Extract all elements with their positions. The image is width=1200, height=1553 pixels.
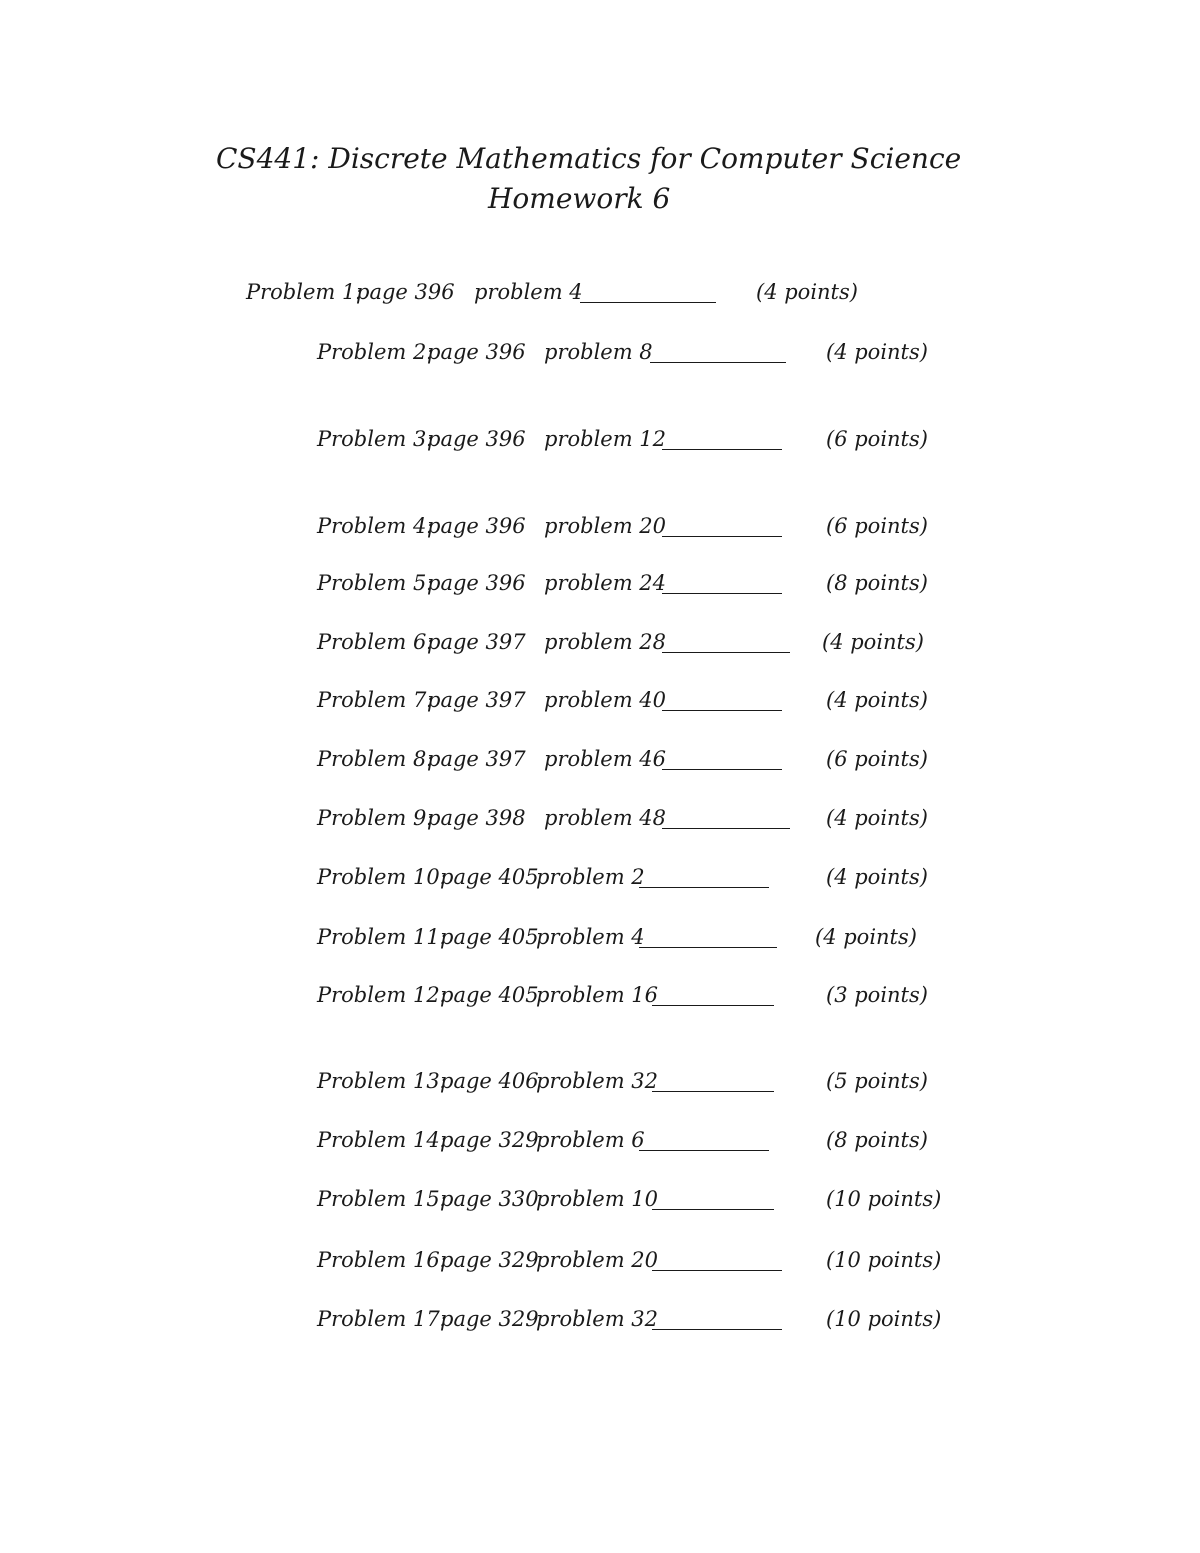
answer-blank	[639, 1150, 769, 1151]
answer-blank	[652, 1329, 782, 1330]
problem-ref: problem 32	[536, 1069, 659, 1093]
problem-label: Problem 16:	[317, 1248, 447, 1272]
problem-label: Problem 7:	[317, 688, 434, 712]
problem-ref: problem 20	[544, 514, 667, 538]
problem-label: Problem 4:	[317, 514, 434, 538]
points: (4 points)	[822, 630, 924, 654]
page-ref: page 329	[440, 1128, 539, 1152]
problem-label: Problem 5:	[317, 571, 434, 595]
answer-blank	[580, 302, 716, 303]
points: (6 points)	[826, 747, 928, 771]
answer-blank	[662, 449, 782, 450]
page-ref: page 405	[440, 983, 539, 1007]
points: (6 points)	[826, 514, 928, 538]
problem-label: Problem 12:	[317, 983, 447, 1007]
answer-blank	[662, 710, 782, 711]
problem-ref: problem 10	[536, 1187, 659, 1211]
problem-label: Problem 13:	[317, 1069, 447, 1093]
answer-blank	[650, 362, 786, 363]
problem-label: Problem 9:	[317, 806, 434, 830]
answer-blank	[662, 593, 782, 594]
page-ref: page 329	[440, 1307, 539, 1331]
answer-blank	[639, 887, 769, 888]
answer-blank	[639, 947, 777, 948]
problem-label: Problem 15:	[317, 1187, 447, 1211]
assignment-title: Homework 6	[488, 182, 671, 215]
problem-label: Problem 2:	[317, 340, 434, 364]
points: (10 points)	[826, 1307, 942, 1331]
problem-ref: problem 46	[544, 747, 667, 771]
problem-ref: problem 28	[544, 630, 667, 654]
problem-ref: problem 4	[474, 280, 583, 304]
points: (3 points)	[826, 983, 928, 1007]
points: (5 points)	[826, 1069, 928, 1093]
page-ref: page 406	[440, 1069, 539, 1093]
problem-ref: problem 32	[536, 1307, 659, 1331]
page-ref: page 330	[440, 1187, 539, 1211]
points: (4 points)	[826, 688, 928, 712]
answer-blank	[652, 1209, 774, 1210]
points: (8 points)	[826, 571, 928, 595]
problem-ref: problem 24	[544, 571, 667, 595]
problem-ref: problem 4	[536, 925, 645, 949]
page-ref: page 405	[440, 925, 539, 949]
points: (4 points)	[826, 806, 928, 830]
answer-blank	[662, 828, 790, 829]
problem-ref: problem 20	[536, 1248, 659, 1272]
answer-blank	[662, 652, 790, 653]
problem-label: Problem 1:	[246, 280, 363, 304]
points: (8 points)	[826, 1128, 928, 1152]
answer-blank	[652, 1091, 774, 1092]
problem-label: Problem 10:	[317, 865, 447, 889]
page-ref: page 396	[356, 280, 455, 304]
points: (6 points)	[826, 427, 928, 451]
answer-blank	[662, 769, 782, 770]
points: (4 points)	[815, 925, 917, 949]
problem-ref: problem 2	[536, 865, 645, 889]
problem-ref: problem 48	[544, 806, 667, 830]
course-title: CS441: Discrete Mathematics for Computer Science	[216, 142, 962, 175]
problem-ref: problem 8	[544, 340, 653, 364]
page-ref: page 329	[440, 1248, 539, 1272]
points: (10 points)	[826, 1187, 942, 1211]
points: (4 points)	[826, 340, 928, 364]
points: (10 points)	[826, 1248, 942, 1272]
problem-label: Problem 11:	[317, 925, 447, 949]
problem-ref: problem 12	[544, 427, 667, 451]
problem-label: Problem 14:	[317, 1128, 447, 1152]
page-ref: page 397	[427, 630, 526, 654]
problem-label: Problem 8:	[317, 747, 434, 771]
page-ref: page 396	[427, 340, 526, 364]
page-ref: page 396	[427, 571, 526, 595]
page-ref: page 397	[427, 688, 526, 712]
page-ref: page 398	[427, 806, 526, 830]
problem-label: Problem 6:	[317, 630, 434, 654]
problem-label: Problem 17:	[317, 1307, 447, 1331]
points: (4 points)	[826, 865, 928, 889]
answer-blank	[652, 1005, 774, 1006]
answer-blank	[662, 536, 782, 537]
problem-ref: problem 40	[544, 688, 667, 712]
problem-ref: problem 6	[536, 1128, 645, 1152]
answer-blank	[652, 1270, 782, 1271]
problem-ref: problem 16	[536, 983, 659, 1007]
points: (4 points)	[756, 280, 858, 304]
page-ref: page 405	[440, 865, 539, 889]
page-ref: page 396	[427, 427, 526, 451]
page-ref: page 397	[427, 747, 526, 771]
problem-label: Problem 3:	[317, 427, 434, 451]
page-ref: page 396	[427, 514, 526, 538]
